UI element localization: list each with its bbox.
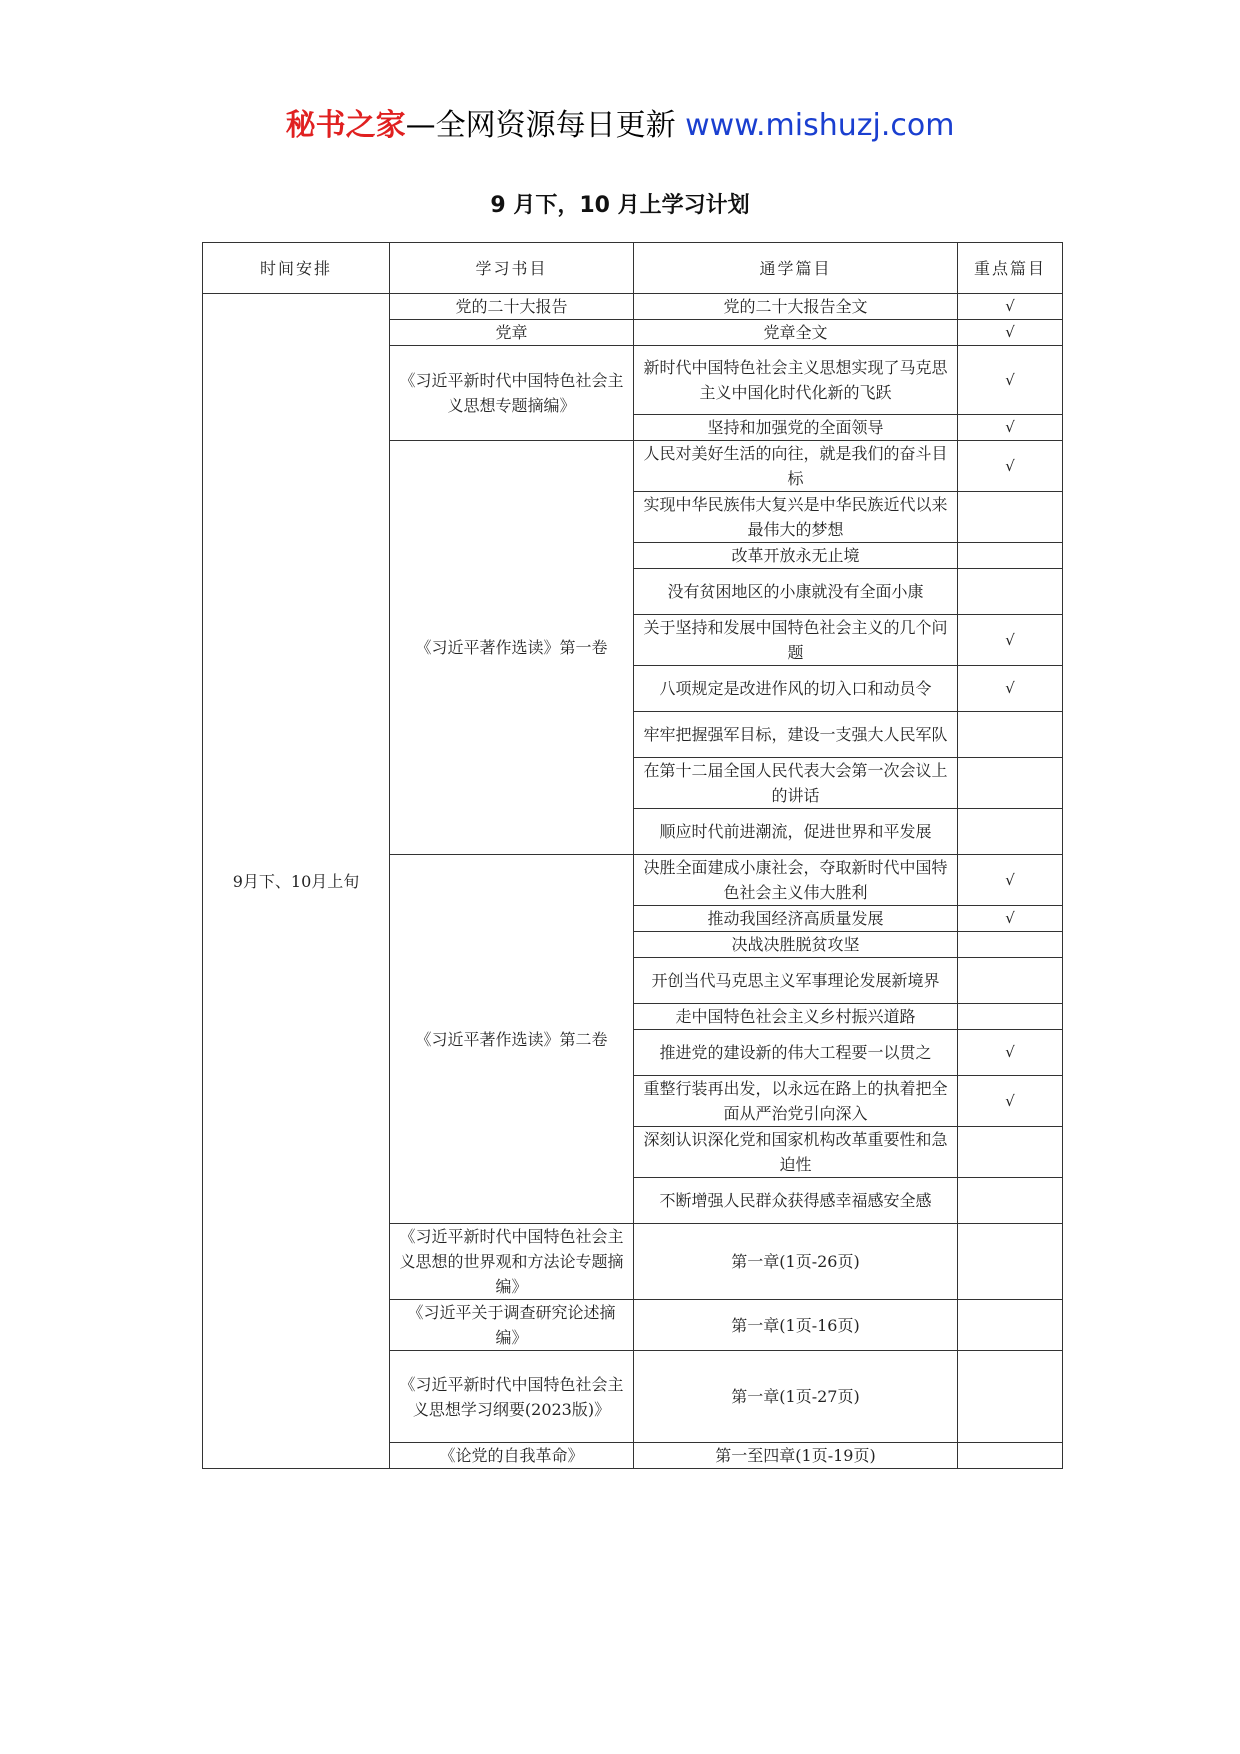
reading-cell: 开创当代马克思主义军事理论发展新境界 (634, 958, 958, 1004)
book-cell: 《习近平关于调查研究论述摘编》 (390, 1300, 634, 1351)
header-book: 学习书目 (390, 243, 634, 294)
reading-cell: 党章全文 (634, 320, 958, 346)
key-check-cell (958, 1178, 1063, 1224)
reading-cell: 第一章(1页-16页) (634, 1300, 958, 1351)
header-key: 重点篇目 (958, 243, 1063, 294)
key-check-cell: √ (958, 906, 1063, 932)
reading-cell: 推进党的建设新的伟大工程要一以贯之 (634, 1030, 958, 1076)
key-check-cell (958, 712, 1063, 758)
key-check-cell: √ (958, 666, 1063, 712)
book-cell: 《习近平新时代中国特色社会主义思想专题摘编》 (390, 346, 634, 441)
period-cell: 9月下、10月上旬 (203, 294, 390, 1469)
reading-cell: 新时代中国特色社会主义思想实现了马克思主义中国化时代化新的飞跃 (634, 346, 958, 415)
reading-cell: 第一章(1页-26页) (634, 1224, 958, 1300)
key-check-cell (958, 1004, 1063, 1030)
reading-cell: 坚持和加强党的全面领导 (634, 415, 958, 441)
banner-tagline: —全网资源每日更新 (405, 108, 686, 143)
reading-cell: 人民对美好生活的向往，就是我们的奋斗目标 (634, 441, 958, 492)
key-check-cell (958, 758, 1063, 809)
key-check-cell: √ (958, 615, 1063, 666)
book-cell: 《习近平著作选读》第二卷 (390, 855, 634, 1224)
study-plan-table (202, 242, 1063, 1469)
key-check-cell (958, 1351, 1063, 1443)
key-check-cell (958, 543, 1063, 569)
reading-cell: 党的二十大报告全文 (634, 294, 958, 320)
reading-cell: 顺应时代前进潮流，促进世界和平发展 (634, 809, 958, 855)
book-cell: 党的二十大报告 (390, 294, 634, 320)
key-check-cell (958, 1300, 1063, 1351)
key-check-cell (958, 1224, 1063, 1300)
book-cell: 《习近平著作选读》第一卷 (390, 441, 634, 855)
reading-cell: 重整行装再出发，以永远在路上的执着把全面从严治党引向深入 (634, 1076, 958, 1127)
reading-cell: 实现中华民族伟大复兴是中华民族近代以来最伟大的梦想 (634, 492, 958, 543)
key-check-cell (958, 958, 1063, 1004)
book-cell: 《习近平新时代中国特色社会主义思想的世界观和方法论专题摘编》 (390, 1224, 634, 1300)
key-check-cell (958, 1443, 1063, 1469)
key-check-cell (958, 932, 1063, 958)
reading-cell: 推动我国经济高质量发展 (634, 906, 958, 932)
reading-cell: 牢牢把握强军目标，建设一支强大人民军队 (634, 712, 958, 758)
table-body (203, 294, 1063, 1469)
header-time: 时间安排 (203, 243, 390, 294)
reading-cell: 没有贫困地区的小康就没有全面小康 (634, 569, 958, 615)
reading-cell: 关于坚持和发展中国特色社会主义的几个问题 (634, 615, 958, 666)
key-check-cell: √ (958, 320, 1063, 346)
key-check-cell: √ (958, 1076, 1063, 1127)
table-header-row (203, 243, 1063, 294)
document-title: 9 月下，10 月上学习计划 (490, 193, 750, 218)
banner-url-link[interactable]: www.mishuzj.com (685, 108, 955, 143)
reading-cell: 第一章(1页-27页) (634, 1351, 958, 1443)
reading-cell: 深刻认识深化党和国家机构改革重要性和急迫性 (634, 1127, 958, 1178)
key-check-cell (958, 492, 1063, 543)
banner-brand: 秘书之家 (285, 108, 406, 143)
key-check-cell: √ (958, 855, 1063, 906)
key-check-cell: √ (958, 415, 1063, 441)
key-check-cell: √ (958, 441, 1063, 492)
reading-cell: 决胜全面建成小康社会，夺取新时代中国特色社会主义伟大胜利 (634, 855, 958, 906)
reading-cell: 八项规定是改进作风的切入口和动员令 (634, 666, 958, 712)
reading-cell: 第一至四章(1页-19页) (634, 1443, 958, 1469)
reading-cell: 改革开放永无止境 (634, 543, 958, 569)
header-reading: 通学篇目 (634, 243, 958, 294)
key-check-cell (958, 569, 1063, 615)
reading-cell: 不断增强人民群众获得感幸福感安全感 (634, 1178, 958, 1224)
site-banner (0, 100, 1240, 144)
reading-cell: 走中国特色社会主义乡村振兴道路 (634, 1004, 958, 1030)
reading-cell: 在第十二届全国人民代表大会第一次会议上的讲话 (634, 758, 958, 809)
key-check-cell: √ (958, 1030, 1063, 1076)
book-cell: 《习近平新时代中国特色社会主义思想学习纲要(2023版)》 (390, 1351, 634, 1443)
book-cell: 党章 (390, 320, 634, 346)
key-check-cell (958, 1127, 1063, 1178)
key-check-cell: √ (958, 346, 1063, 415)
reading-cell: 决战决胜脱贫攻坚 (634, 932, 958, 958)
book-cell: 《论党的自我革命》 (390, 1443, 634, 1469)
table-row (203, 294, 1063, 320)
key-check-cell (958, 809, 1063, 855)
key-check-cell: √ (958, 294, 1063, 320)
